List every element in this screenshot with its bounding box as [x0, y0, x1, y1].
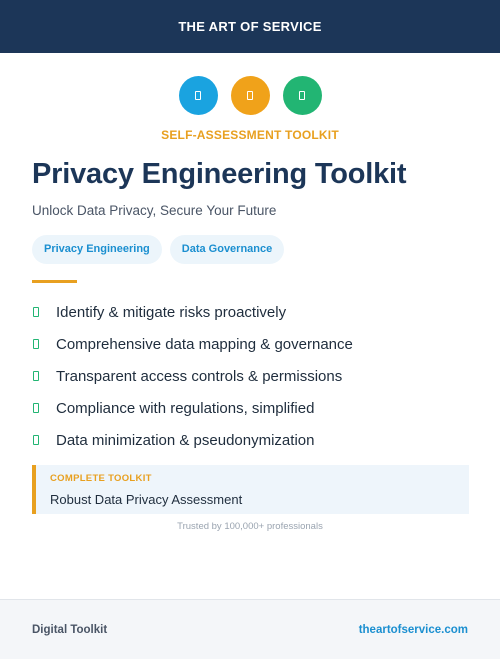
check-icon	[33, 371, 39, 381]
feature-item	[32, 360, 472, 392]
brand-name: THE ART OF SERVICE	[178, 19, 322, 34]
callout-text: Robust Data Privacy Assessment	[50, 492, 243, 507]
checklist-icon	[283, 76, 322, 115]
tag-list	[32, 235, 284, 264]
toolkit-callout	[32, 465, 469, 514]
page-title: Privacy Engineering Toolkit	[32, 158, 407, 190]
feature-item	[32, 328, 472, 360]
feature-text: Identify & mitigate risks proactively	[56, 303, 287, 321]
shield-icon	[179, 76, 218, 115]
feature-text: Transparent access controls & permissions	[56, 367, 343, 385]
chart-icon	[231, 76, 270, 115]
footer-label: Digital Toolkit	[32, 623, 108, 636]
section-kicker: SELF-ASSESSMENT TOOLKIT	[161, 128, 339, 142]
footer	[0, 599, 500, 659]
check-icon	[33, 307, 39, 317]
feature-item	[32, 392, 472, 424]
top-banner	[0, 0, 500, 53]
callout-kicker: COMPLETE TOOLKIT	[50, 473, 152, 484]
check-icon	[33, 435, 39, 445]
chart-glyph	[247, 91, 253, 100]
trusted-note: Trusted by 100,000+ professionals	[177, 521, 323, 532]
feature-item	[32, 296, 472, 328]
feature-item	[32, 424, 472, 456]
accent-divider	[32, 280, 77, 283]
check-icon	[33, 339, 39, 349]
shield-glyph	[195, 91, 201, 100]
feature-text: Data minimization & pseudonymization	[56, 431, 315, 449]
feature-text: Comprehensive data mapping & governance	[56, 335, 353, 353]
checklist-glyph	[299, 91, 305, 100]
tag-privacy-engineering: Privacy Engineering	[32, 235, 162, 264]
feature-text: Compliance with regulations, simplified	[56, 399, 315, 417]
feature-list	[32, 296, 472, 456]
check-icon	[33, 403, 39, 413]
footer-website-link[interactable]: theartofservice.com	[358, 623, 468, 636]
page-subtitle: Unlock Data Privacy, Secure Your Future	[32, 203, 277, 218]
tag-data-governance: Data Governance	[170, 235, 284, 264]
icon-row	[0, 76, 500, 115]
